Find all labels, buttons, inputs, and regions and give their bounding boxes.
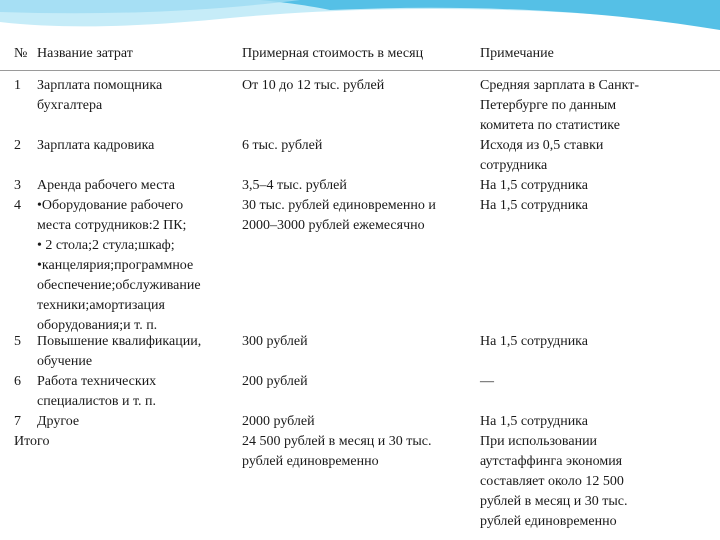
row-1-name-line-2: бухгалтера — [37, 98, 103, 113]
row-4-name-line-2: места сотрудников:2 ПК; — [37, 218, 187, 233]
row-5-note: На 1,5 сотрудника — [480, 334, 588, 349]
row-6-name-line-2: специалистов и т. п. — [37, 394, 157, 409]
header-wave-decoration — [0, 0, 720, 42]
header-divider — [0, 70, 720, 71]
row-6-num: 6 — [14, 374, 21, 389]
row-3-num: 3 — [14, 178, 21, 193]
row-5-name-line-2: обучение — [37, 354, 93, 369]
row-2-name: Зарплата кадровика — [37, 138, 155, 153]
row-2-note-line-1: Исходя из 0,5 ставки — [480, 138, 604, 153]
row-1-name-line-1: Зарплата помощника — [37, 78, 163, 93]
header-cost: Примерная стоимость в месяц — [242, 46, 424, 61]
row-4-cost-line-2: 2000–3000 рублей ежемесячно — [242, 218, 425, 233]
row-5-name-line-1: Повышение квалификации, — [37, 334, 202, 349]
row-5-num: 5 — [14, 334, 21, 349]
row-3-name: Аренда рабочего места — [37, 178, 175, 193]
header-name: Название затрат — [37, 46, 133, 61]
total-cost-line-2: рублей единовременно — [242, 454, 379, 469]
row-6-name-line-1: Работа технических — [37, 374, 157, 389]
row-7-num: 7 — [14, 414, 21, 429]
row-1-note-line-3: комитета по статистике — [480, 118, 620, 133]
row-3-note: На 1,5 сотрудника — [480, 178, 588, 193]
row-4-name-line-1: •Оборудование рабочего — [37, 198, 184, 213]
row-2-num: 2 — [14, 138, 21, 153]
row-4-name-line-7: оборудования;и т. п. — [37, 318, 158, 333]
row-4-cost-line-1: 30 тыс. рублей единовременно и — [242, 198, 436, 213]
row-6-cost: 200 рублей — [242, 374, 308, 389]
row-4-name-line-5: обеспечение;обслуживание — [37, 278, 201, 293]
row-3-cost: 3,5–4 тыс. рублей — [242, 178, 347, 193]
total-note-line-1: При использовании — [480, 434, 598, 449]
row-1-note-line-2: Петербурге по данным — [480, 98, 617, 113]
row-4-name-line-4: •канцелярия;программное — [37, 258, 194, 273]
row-4-name-line-6: техники;амортизация — [37, 298, 165, 313]
row-7-note: На 1,5 сотрудника — [480, 414, 588, 429]
row-1-cost: От 10 до 12 тыс. рублей — [242, 78, 385, 93]
row-1-num: 1 — [14, 78, 21, 93]
row-4-num: 4 — [14, 198, 21, 213]
row-6-note: — — [480, 374, 494, 389]
header-num: № — [14, 46, 28, 61]
row-2-note-line-2: сотрудника — [480, 158, 548, 173]
total-cost-line-1: 24 500 рублей в месяц и 30 тыс. — [242, 434, 432, 449]
total-note-line-5: рублей единовременно — [480, 514, 617, 529]
row-5-cost: 300 рублей — [242, 334, 308, 349]
row-7-name: Другое — [37, 414, 80, 429]
total-note-line-2: аутстаффинга экономия — [480, 454, 623, 469]
row-1-note-line-1: Средняя зарплата в Санкт- — [480, 78, 639, 93]
total-note-line-3: составляет около 12 500 — [480, 474, 624, 489]
row-7-cost: 2000 рублей — [242, 414, 315, 429]
total-note-line-4: рублей в месяц и 30 тыс. — [480, 494, 628, 509]
row-4-name-line-3: • 2 стола;2 стула;шкаф; — [37, 238, 175, 253]
total-label: Итого — [14, 434, 50, 449]
row-2-cost: 6 тыс. рублей — [242, 138, 323, 153]
header-note: Примечание — [480, 46, 554, 61]
row-4-note: На 1,5 сотрудника — [480, 198, 588, 213]
